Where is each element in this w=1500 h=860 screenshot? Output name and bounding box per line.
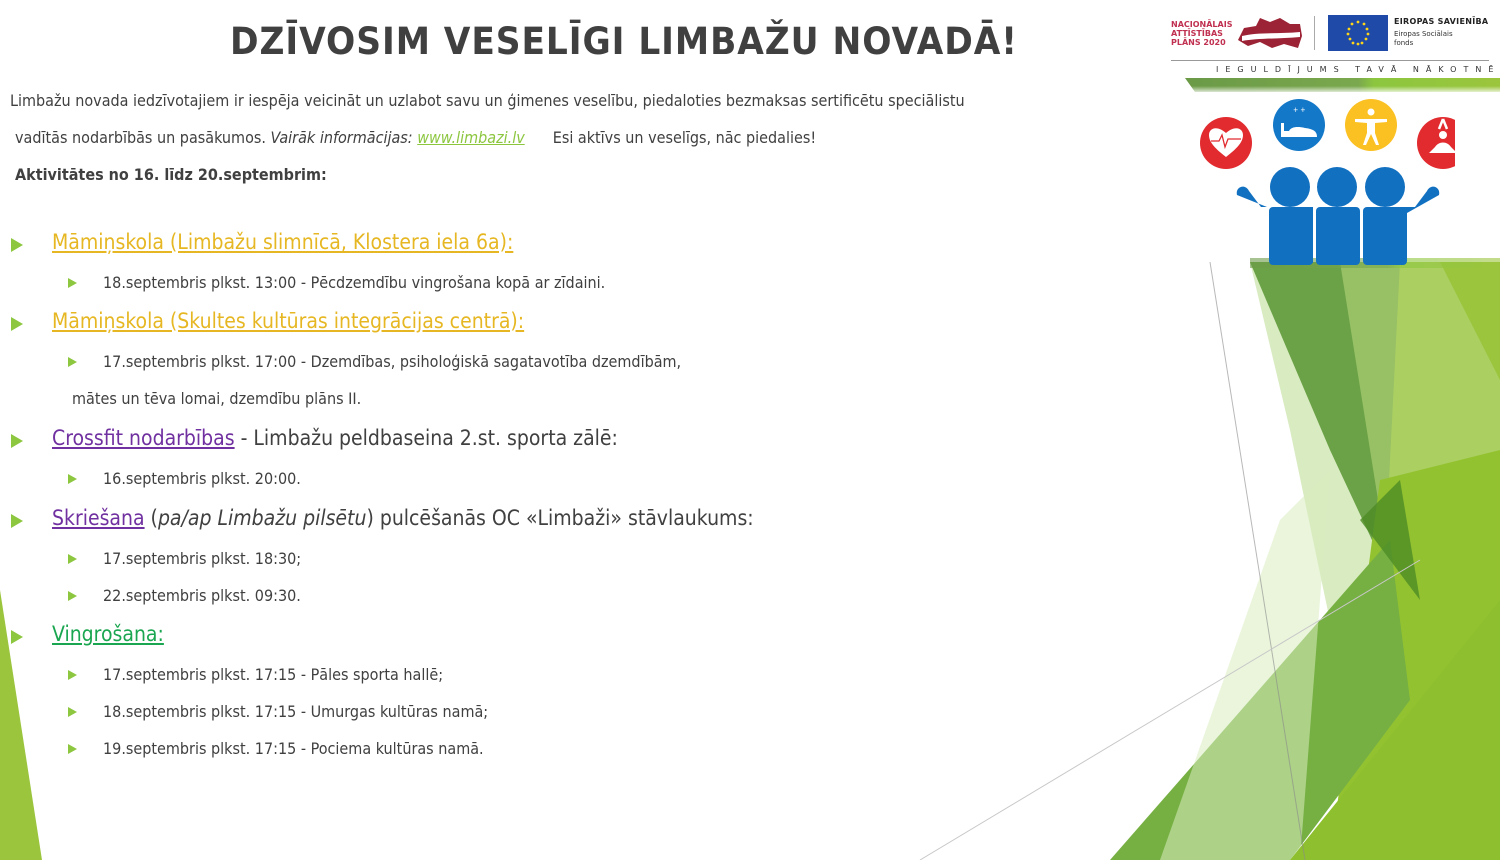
section-heading-link[interactable]: Vingrošana:	[52, 622, 164, 646]
bullet-arrow-icon	[68, 474, 77, 484]
website-link[interactable]: www.limbazi.lv	[417, 128, 525, 147]
section-heading-link[interactable]: Māmiņskola (Limbažu slimnīcā, Klostera iela 6a):	[52, 230, 514, 254]
suffix-part: (	[144, 506, 158, 530]
suffix-part: ) pulcēšanās OC «Limbaži» stāvlaukums:	[366, 506, 754, 530]
yoga-icon	[1417, 117, 1455, 169]
list-item-text: 19.septembris plkst. 17:15 - Pociema kultūras namā.	[103, 739, 484, 758]
sleep-icon	[1273, 99, 1325, 151]
bullet-arrow-icon	[68, 278, 77, 288]
intro-paragraph	[10, 82, 965, 193]
list-item-text: 22.septembris plkst. 09:30.	[103, 586, 301, 605]
suffix-italic: pa/ap Limbažu pilsētu	[157, 506, 367, 530]
bullet-arrow-icon	[68, 744, 77, 754]
intro-line-2	[10, 119, 965, 156]
activities-date-range: Aktivitātes no 16. līdz 20.septembrim:	[15, 165, 327, 184]
funding-logos	[1168, 10, 1500, 80]
eu-subtitle	[1394, 30, 1453, 48]
slogan: IEGULDĪJUMS TAVĀ NĀKOTNĒ	[1216, 65, 1500, 74]
health-illustration	[1195, 95, 1455, 265]
latvia-map-icon	[1234, 14, 1304, 50]
nap-line-1: NACIONĀLAIS	[1171, 20, 1233, 29]
bullet-arrow-icon	[11, 514, 23, 528]
bullet-arrow-icon	[11, 434, 23, 448]
nap-logo-text	[1171, 20, 1232, 47]
eu-sub-line-2: fonds	[1394, 39, 1414, 47]
logo-rule	[1171, 60, 1489, 61]
bullet-arrow-icon	[68, 707, 77, 717]
bullet-arrow-icon	[68, 670, 77, 680]
bullet-arrow-icon	[68, 357, 77, 367]
bullet-arrow-icon	[11, 630, 23, 644]
section-heading-link[interactable]: Māmiņskola (Skultes kultūras integrācijas centrā):	[52, 309, 525, 333]
list-item-text: 17.septembris plkst. 18:30;	[103, 549, 302, 568]
intro-call-to-action: Esi aktīvs un veselīgs, nāc piedalies!	[552, 128, 817, 147]
eu-sub-line-1: Eiropas Sociālais	[1394, 30, 1453, 38]
list-item-text: 17.septembris plkst. 17:15 - Pāles sporta hallē;	[103, 665, 444, 684]
nap-line-3: PLĀNS 2020	[1171, 38, 1226, 47]
bullet-arrow-icon	[68, 554, 77, 564]
group-people-icon	[1237, 167, 1440, 265]
section-heading-link[interactable]: Crossfit nodarbības	[52, 426, 235, 450]
bullet-arrow-icon	[11, 317, 23, 331]
page-title: DZĪVOSIM VESELĪGI LIMBAŽU NOVADĀ!	[230, 20, 1018, 63]
svg-text:+ +: + +	[1293, 106, 1306, 114]
section-heading-link[interactable]: Skriešana	[52, 506, 145, 530]
logo-divider	[1314, 16, 1315, 50]
eu-title: EIROPAS SAVIENĪBA	[1394, 17, 1489, 26]
eu-flag-icon	[1328, 15, 1388, 51]
nap-line-2: ATTĪSTĪBAS	[1171, 29, 1223, 38]
list-item-text: 18.septembris plkst. 17:15 - Umurgas kultūras namā;	[103, 702, 489, 721]
list-item-text: 17.septembris plkst. 17:00 - Dzemdības, psiholoģiskā sagatavotība dzemdībām,	[103, 352, 682, 371]
list-item-text: 16.septembris plkst. 20:00.	[103, 469, 301, 488]
fitness-person-icon	[1345, 99, 1397, 151]
list-item-continuation: mātes un tēva lomai, dzemdību plāns II.	[72, 389, 362, 408]
bullet-arrow-icon	[68, 591, 77, 601]
intro-line-1: Limbažu novada iedzīvotajiem ir iespēja veicināt un uzlabot savu un ģimenes veselību, piedaloties bezmaksas sertificētu speciālistu	[10, 91, 965, 110]
intro-line-2-prefix: vadītās nodarbībās un pasākumos.	[15, 128, 271, 147]
bullet-arrow-icon	[11, 238, 23, 252]
list-item-text: 18.septembris plkst. 13:00 - Pēcdzemdību vingrošana kopā ar zīdaini.	[103, 273, 606, 292]
section-heading-suffix: - Limbažu peldbaseina 2.st. sporta zālē:	[234, 426, 618, 450]
intro-more-info-label: Vairāk informācijas:	[270, 128, 418, 147]
heart-rate-icon	[1200, 117, 1252, 169]
